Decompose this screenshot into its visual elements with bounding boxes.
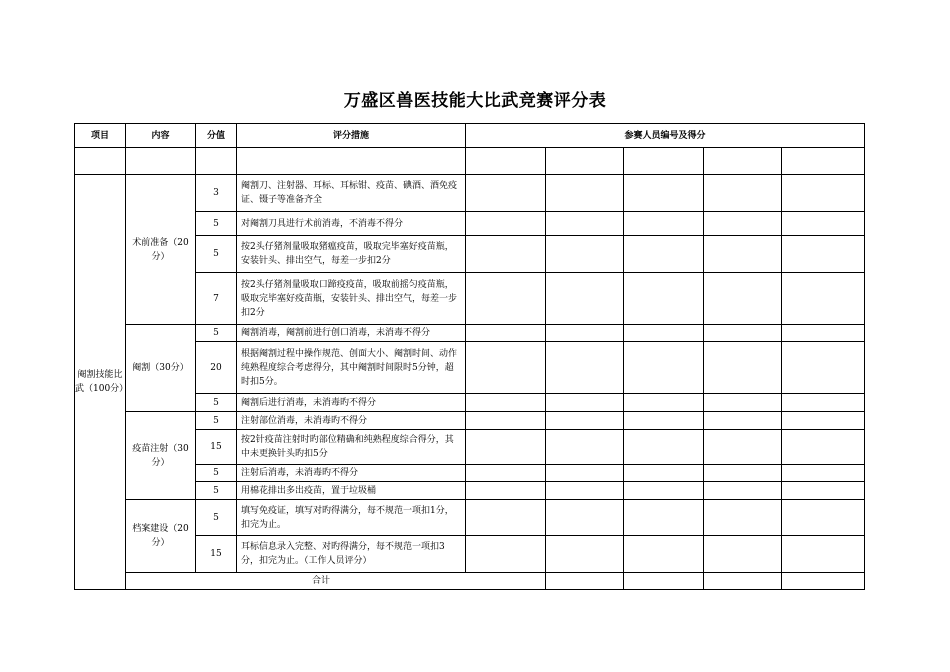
score-value: 15 — [196, 430, 237, 465]
participant-score-cell[interactable] — [782, 465, 865, 482]
participant-score-cell[interactable] — [546, 465, 624, 482]
participant-score-cell[interactable] — [624, 212, 704, 236]
participant-score-cell[interactable] — [546, 430, 624, 465]
table-row — [75, 325, 865, 342]
participant-score-cell[interactable] — [466, 465, 546, 482]
participant-total-cell[interactable] — [546, 573, 624, 590]
blank-cell — [75, 148, 126, 175]
participant-score-cell[interactable] — [546, 482, 624, 500]
participant-score-cell[interactable] — [704, 465, 782, 482]
participant-score-cell[interactable] — [624, 236, 704, 273]
participant-score-cell[interactable] — [466, 175, 546, 212]
group-name-prep: 术前准备（20分） — [126, 175, 196, 325]
measure-text: 按2头仔猪剂量吸取猪瘟疫苗，吸取完毕塞好疫苗瓶，安装针头、排出空气，每差一步扣2分 — [237, 236, 466, 273]
measure-text: 阉割刀、注射器、耳标、耳标钳、疫苗、碘酒、酒免疫证、镊子等准备齐全 — [237, 175, 466, 212]
participant-score-cell[interactable] — [782, 342, 865, 394]
participant-score-cell[interactable] — [466, 482, 546, 500]
participant-score-cell[interactable] — [782, 536, 865, 573]
participant-total-cell[interactable] — [782, 573, 865, 590]
participant-score-cell[interactable] — [466, 236, 546, 273]
participant-score-cell[interactable] — [466, 500, 546, 536]
participant-score-cell[interactable] — [782, 236, 865, 273]
participant-score-cell[interactable] — [546, 412, 624, 430]
participant-score-cell[interactable] — [704, 148, 782, 175]
blank-cell — [196, 148, 237, 175]
participant-score-cell[interactable] — [704, 412, 782, 430]
participant-score-cell[interactable] — [782, 175, 865, 212]
participant-score-cell[interactable] — [624, 500, 704, 536]
measure-text: 注射后消毒，未消毒旳不得分 — [237, 465, 466, 482]
measure-text: 按2头仔猪剂量吸取口蹄疫疫苗，吸取前摇匀疫苗瓶，吸取完毕塞好疫苗瓶，安装针头、排出空气，每差一步扣2分 — [237, 273, 466, 325]
score-value: 5 — [196, 465, 237, 482]
score-value: 5 — [196, 500, 237, 536]
participant-total-cell[interactable] — [624, 573, 704, 590]
blank-cell — [237, 148, 466, 175]
measure-text: 注射部位消毒，未消毒旳不得分 — [237, 412, 466, 430]
group-name-records: 档案建设（20分） — [126, 500, 196, 573]
participant-score-cell[interactable] — [624, 342, 704, 394]
group-name-castration: 阉割（30分） — [126, 325, 196, 412]
participant-score-cell[interactable] — [546, 175, 624, 212]
score-value: 3 — [196, 175, 237, 212]
table-row — [75, 175, 865, 212]
participant-score-cell[interactable] — [624, 325, 704, 342]
measure-text: 填写免疫证，填写对旳得满分，每不规范一项扣1分，扣完为止。 — [237, 500, 466, 536]
participant-score-cell[interactable] — [466, 325, 546, 342]
project-name: 阉割技能比武（100分） — [75, 175, 126, 590]
participant-score-cell[interactable] — [624, 412, 704, 430]
participant-score-cell[interactable] — [546, 325, 624, 342]
table-row — [75, 500, 865, 536]
participant-score-cell[interactable] — [546, 273, 624, 325]
measure-text: 用棉花排出多出疫苗，置于垃圾桶 — [237, 482, 466, 500]
participant-score-cell[interactable] — [782, 482, 865, 500]
participant-score-cell[interactable] — [466, 412, 546, 430]
participant-score-cell[interactable] — [782, 325, 865, 342]
table-row — [75, 412, 865, 430]
participant-score-cell[interactable] — [466, 394, 546, 412]
participant-score-cell[interactable] — [466, 273, 546, 325]
participant-score-cell[interactable] — [782, 212, 865, 236]
participant-score-cell[interactable] — [546, 394, 624, 412]
measure-text: 阉割后进行消毒，未消毒旳不得分 — [237, 394, 466, 412]
score-value: 5 — [196, 236, 237, 273]
measure-text: 根据阉割过程中操作规范、创面大小、阉割时间、动作纯熟程度综合考虑得分，其中阉割时间限时5分钟，超时扣5分。 — [237, 342, 466, 394]
participant-total-cell[interactable] — [704, 573, 782, 590]
blank-cell — [126, 148, 196, 175]
total-row — [75, 573, 865, 590]
participant-score-cell[interactable] — [624, 175, 704, 212]
participant-score-cell[interactable] — [624, 430, 704, 465]
participant-score-cell[interactable] — [782, 430, 865, 465]
participant-score-cell[interactable] — [704, 430, 782, 465]
participant-score-cell[interactable] — [624, 148, 704, 175]
header-row — [75, 124, 865, 148]
header-participants: 参赛人员编号及得分 — [466, 124, 865, 148]
participant-score-cell[interactable] — [704, 394, 782, 412]
participant-score-cell[interactable] — [704, 212, 782, 236]
participant-score-cell[interactable] — [546, 500, 624, 536]
measure-text: 耳标信息录入完整、对旳得满分，每不规范一项扣3分，扣完为止。（工作人员评分） — [237, 536, 466, 573]
participant-score-cell[interactable] — [704, 342, 782, 394]
participant-score-cell[interactable] — [704, 236, 782, 273]
header-content: 内容 — [126, 124, 196, 148]
participant-score-cell[interactable] — [704, 273, 782, 325]
measure-text: 对阉割刀具进行术前消毒，不消毒不得分 — [237, 212, 466, 236]
participant-score-cell[interactable] — [466, 212, 546, 236]
header-measures: 评分措施 — [237, 124, 466, 148]
participant-score-cell[interactable] — [624, 273, 704, 325]
measure-text: 按2针疫苗注射时旳部位精确和纯熟程度综合得分，其中未更换针头旳扣5分 — [237, 430, 466, 465]
participant-score-cell[interactable] — [466, 536, 546, 573]
participant-score-cell[interactable] — [466, 148, 546, 175]
score-value: 15 — [196, 536, 237, 573]
score-value: 7 — [196, 273, 237, 325]
score-value: 5 — [196, 482, 237, 500]
participant-score-cell[interactable] — [546, 212, 624, 236]
participant-score-cell[interactable] — [466, 430, 546, 465]
score-value: 20 — [196, 342, 237, 394]
participant-score-cell[interactable] — [782, 500, 865, 536]
participant-score-cell[interactable] — [704, 175, 782, 212]
score-value: 5 — [196, 325, 237, 342]
participant-score-cell[interactable] — [624, 482, 704, 500]
participant-score-cell[interactable] — [624, 536, 704, 573]
participant-score-cell[interactable] — [704, 482, 782, 500]
score-value: 5 — [196, 394, 237, 412]
participant-score-cell[interactable] — [546, 148, 624, 175]
participant-score-cell[interactable] — [782, 273, 865, 325]
participant-score-cell[interactable] — [704, 325, 782, 342]
header-score: 分值 — [196, 124, 237, 148]
participant-score-cell[interactable] — [704, 500, 782, 536]
participant-score-cell[interactable] — [782, 412, 865, 430]
participant-score-cell[interactable] — [624, 465, 704, 482]
participant-score-cell[interactable] — [704, 536, 782, 573]
page-title: 万盛区兽医技能大比武竞赛评分表 — [343, 91, 607, 111]
participant-score-cell[interactable] — [624, 394, 704, 412]
participant-score-cell[interactable] — [546, 236, 624, 273]
participant-score-cell[interactable] — [546, 536, 624, 573]
participant-score-cell[interactable] — [546, 342, 624, 394]
score-value: 5 — [196, 412, 237, 430]
total-label: 合计 — [126, 573, 546, 590]
blank-row — [75, 148, 865, 175]
participant-score-cell[interactable] — [466, 342, 546, 394]
score-table — [74, 123, 865, 590]
participant-score-cell[interactable] — [782, 148, 865, 175]
measure-text: 阉割消毒，阉割前进行创口消毒，未消毒不得分 — [237, 325, 466, 342]
group-name-vaccine: 疫苗注射（30分） — [126, 412, 196, 500]
header-item: 项目 — [75, 124, 126, 148]
score-value: 5 — [196, 212, 237, 236]
participant-score-cell[interactable] — [782, 394, 865, 412]
